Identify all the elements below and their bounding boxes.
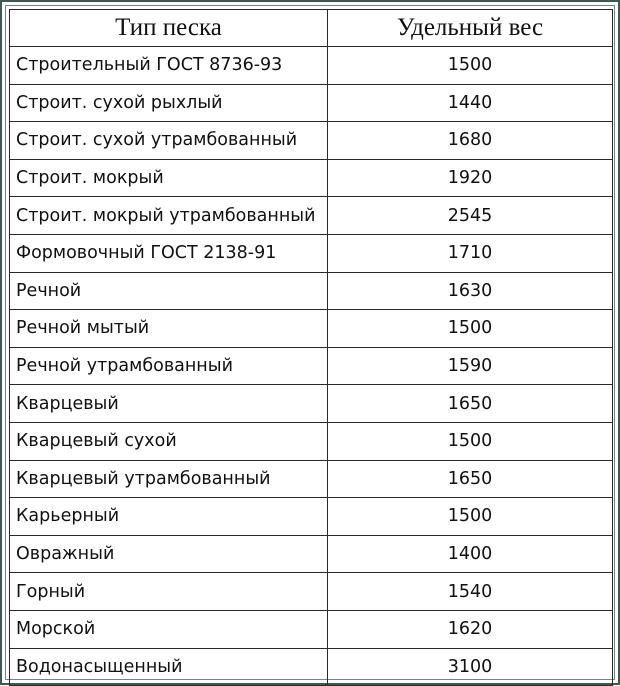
weight-cell: 1500 (328, 498, 613, 536)
weight-cell: 2545 (328, 197, 613, 235)
sand-type-cell: Водонасыщенный (10, 648, 328, 686)
table-row (10, 648, 613, 686)
table-row (10, 610, 613, 648)
weight-cell: 1920 (328, 159, 613, 197)
sand-type-cell: Формовочный ГОСТ 2138-91 (10, 234, 328, 272)
weight-cell: 3100 (328, 648, 613, 686)
sand-type-cell: Кварцевый (10, 385, 328, 423)
sand-type-cell: Строительный ГОСТ 8736-93 (10, 47, 328, 85)
weight-cell: 1500 (328, 422, 613, 460)
weight-cell: 1680 (328, 122, 613, 160)
sand-type-cell: Горный (10, 573, 328, 611)
table-row (10, 310, 613, 348)
sand-type-cell: Овражный (10, 535, 328, 573)
table-row (10, 272, 613, 310)
header-row (10, 10, 613, 47)
table-body (10, 47, 613, 686)
table-row (10, 234, 613, 272)
weight-cell: 1650 (328, 385, 613, 423)
sand-type-cell: Строит. мокрый (10, 159, 328, 197)
header-specific-weight: Удельный вес (328, 10, 613, 47)
table-row (10, 84, 613, 122)
sand-type-cell: Морской (10, 610, 328, 648)
sand-weight-table (9, 9, 613, 686)
weight-cell: 1650 (328, 460, 613, 498)
table-row (10, 573, 613, 611)
weight-cell: 1500 (328, 47, 613, 85)
weight-cell: 1500 (328, 310, 613, 348)
sand-type-cell: Строит. мокрый утрамбованный (10, 197, 328, 235)
table-row (10, 197, 613, 235)
sand-type-cell: Речной (10, 272, 328, 310)
weight-cell: 1710 (328, 234, 613, 272)
sand-type-cell: Речной мытый (10, 310, 328, 348)
sand-type-cell: Речной утрамбованный (10, 347, 328, 385)
table-row (10, 498, 613, 536)
weight-cell: 1440 (328, 84, 613, 122)
weight-cell: 1630 (328, 272, 613, 310)
table-row (10, 47, 613, 85)
weight-cell: 1590 (328, 347, 613, 385)
table-row (10, 385, 613, 423)
table-row (10, 122, 613, 160)
sand-type-cell: Строит. сухой утрамбованный (10, 122, 328, 160)
header-sand-type: Тип песка (10, 10, 328, 47)
weight-cell: 1620 (328, 610, 613, 648)
sand-type-cell: Карьерный (10, 498, 328, 536)
table-row (10, 159, 613, 197)
sand-type-cell: Кварцевый утрамбованный (10, 460, 328, 498)
sand-type-cell: Строит. сухой рыхлый (10, 84, 328, 122)
weight-cell: 1540 (328, 573, 613, 611)
sand-type-cell: Кварцевый сухой (10, 422, 328, 460)
table-row (10, 535, 613, 573)
table-row (10, 422, 613, 460)
table-row (10, 460, 613, 498)
weight-cell: 1400 (328, 535, 613, 573)
table-row (10, 347, 613, 385)
